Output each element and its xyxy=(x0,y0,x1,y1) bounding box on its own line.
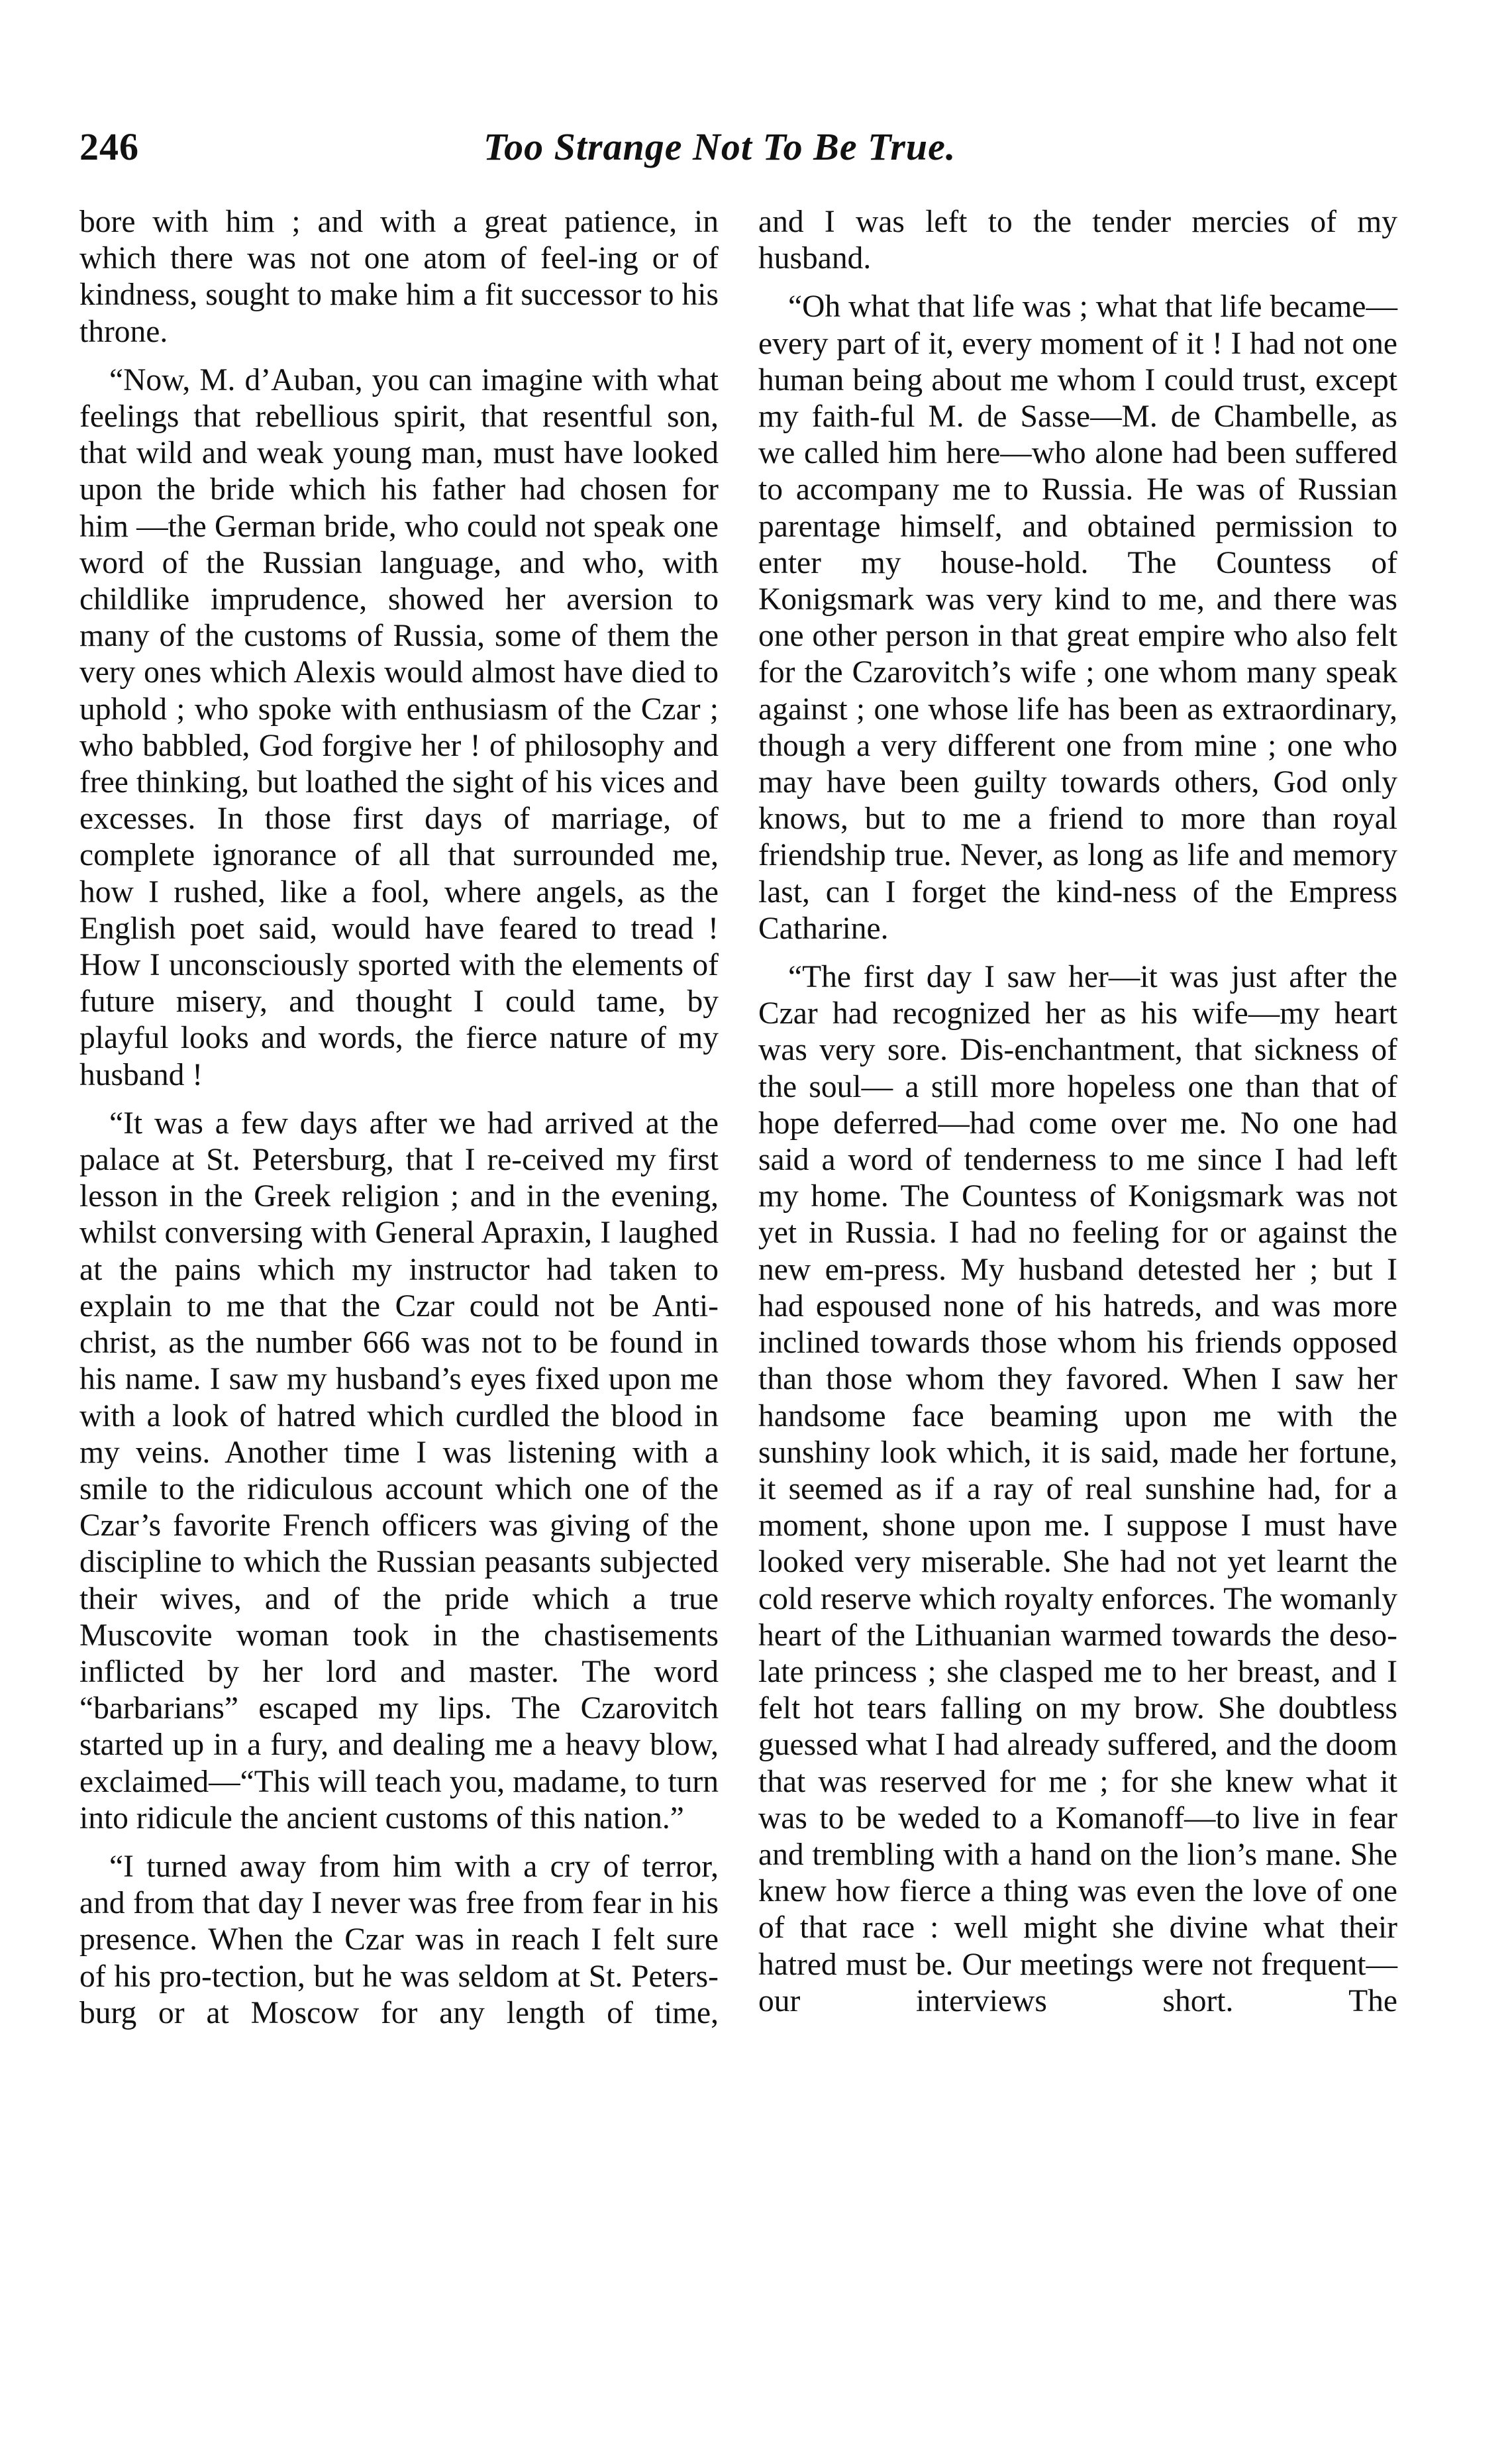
page-header xyxy=(79,125,1404,184)
left-paragraph-1: bore with him ; and with a great patience, in which there was not one atom of feel-ing or of kindness, sought to make him a fit successor to his throne. xyxy=(79,205,719,349)
left-paragraph-2: “Now, M. d’Auban, you can imagine with what feelings that rebellious spirit, that resentful son, that wild and weak young man, must have looked upon the bride which his father had chosen for him —the German bride, who could not speak one word of the Russian language, and who, with childlike imprudence, showed her aversion to many of the customs of Russia, some of them the very ones which Alexis would almost have died to uphold ; who spoke with enthusiasm of the Czar ; who babbled, God forgive her ! of philosophy and free thinking, but loathed the sight of his vices and excesses. In those first days of marriage, of complete ignorance of all that surrounded me, how I rushed, like a fool, where angels, as the English poet said, would have feared to tread ! How I unconsciously sported with the elements of future misery, and thought I could tame, by playful looks and words, the fierce nature of my husband ! xyxy=(79,362,719,1092)
left-column xyxy=(79,204,719,2032)
running-title: Too Strange Not To Be True. xyxy=(483,125,956,168)
right-paragraph-3: “The first day I saw her—it was just after the Czar had recognized her as his wife—my heart was very sore. Dis-enchantment, that sickness of the soul— a still more hopeless one than that of hope deferred—had come over me. No one had said a word of tenderness to me since I had left my home. The Countess of Konigsmark was not yet in Russia. I had no feeling for or against the new em-press. My husband detested her ; but I had espoused none of his hatreds, and was more inclined towards those whom his friends opposed than those whom they favored. When I saw her handsome face beaming upon me with the sunshiny look which, it is said, made her fortune, it seemed as if a ray of real sunshine had, for a moment, shone upon me. I suppose I must have looked very miserable. She had not yet learnt the cold reserve which royalty enforces. The womanly heart of the Lithuanian warmed towards the deso-late princess ; she clasped me to her breast, and I felt hot tears falling on my brow. She doubtless guessed what I had already suffered, and the doom that was reserved for me ; for she knew what it was to be weded to a Komanoff—to live in fear and trembling with a hand on the lion’s mane. She knew how fierce a thing was even the love of one of that race : well might she divine what their hatred must be. Our meetings were not frequent—our interviews short. The xyxy=(758,960,1397,2018)
right-paragraph-1: and I was left to the tender mercies of my husband. xyxy=(758,205,1397,276)
left-paragraph-3: “It was a few days after we had arrived at the palace at St. Petersburg, that I re-ceived my first lesson in the Greek religion ; and in the evening, whilst conversing with General Apraxin, I laughed at the pains which my instructor had taken to explain to me that the Czar could not be Anti-christ, as the number 666 was not to be found in his name. I saw my husband’s eyes fixed upon me with a look of hatred which curdled the blood in my veins. Another time I was listening with a smile to the ridiculous account which one of the Czar’s favorite French officers was giving of the discipline to which the Russian peasants subjected their wives, and of the pride which a true Muscovite woman took in the chastisements inflicted by her lord and master. The word “barbarians” escaped my lips. The Czarovitch started up in a fury, and dealing me a heavy blow, exclaimed—“This will teach you, madame, to turn into ridicule the ancient customs of this nation.” xyxy=(79,1106,719,1836)
right-column xyxy=(758,204,1397,2020)
right-paragraph-2: “Oh what that life was ; what that life became—every part of it, every moment of it ! I had not one human being about me whom I could trust, except my faith-ful M. de Sasse—M. de Chambelle, as we called him here—who alone had been suffered to accompany me to Russia. He was of Russian parentage himself, and obtained permission to enter my house-hold. The Countess of Konigsmark was very kind to me, and there was one other person in that great empire who also felt for the Czarovitch’s wife ; one whom many speak against ; one whose life has been as extraordinary, though a very different one from mine ; one who may have been guilty towards others, God only knows, but to me a friend to more than royal friendship true. Never, as long as life and memory last, can I forget the kind-ness of the Empress Catharine. xyxy=(758,289,1397,946)
left-paragraph-4: “I turned away from him with a cry of terror, and from that day I never was free from fear in his presence. When the Czar was in reach I felt sure of his pro-tection, but he was seldom at St. Peters-burg or at Moscow for any length of time, xyxy=(79,1849,719,2030)
page-number: 246 xyxy=(79,125,139,168)
